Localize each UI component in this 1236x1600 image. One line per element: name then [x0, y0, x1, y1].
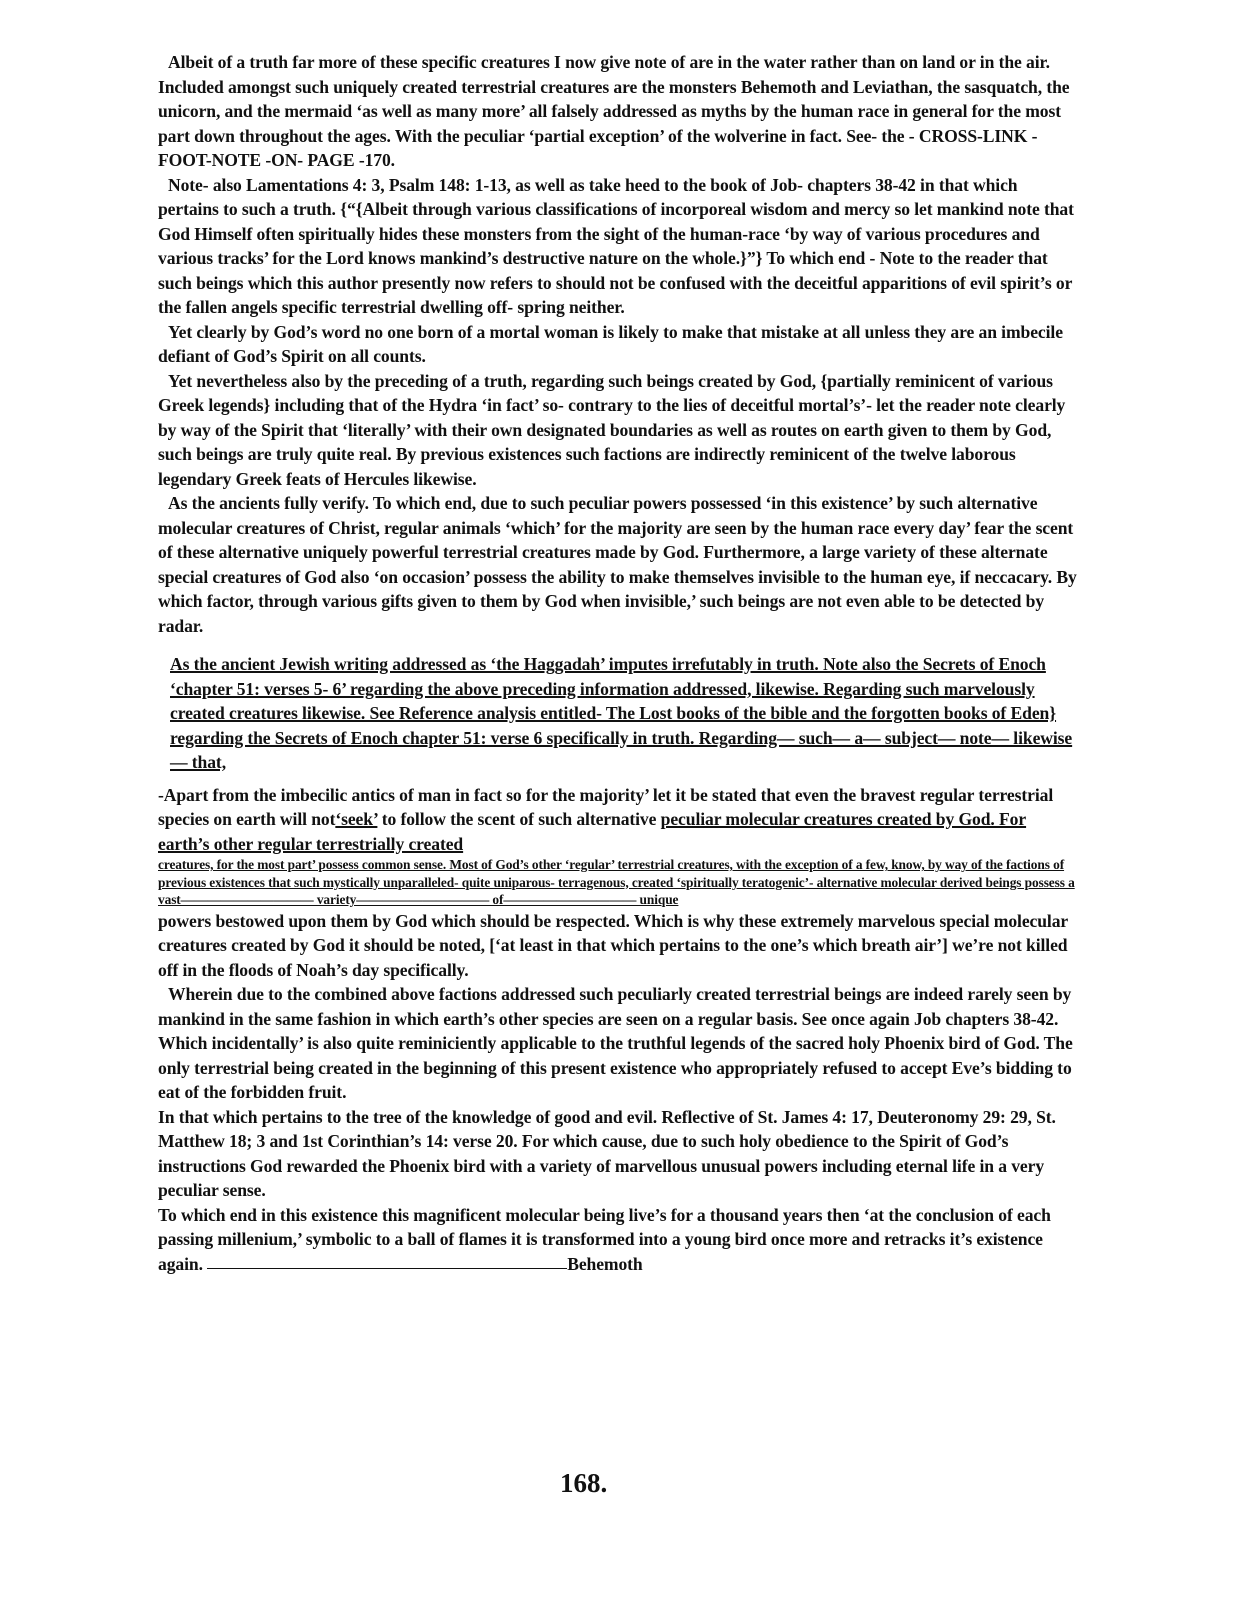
signature: Behemoth [567, 1253, 643, 1274]
paragraph-5: As the ancients fully verify. To which end, due to such peculiar powers possessed ‘in this existence’ by such alternative molecular creatures of Christ, regular animals ‘which’ for the majority are seen by the human race every day’ fear the scent of these alternative uniquely powerful terrestrial creatures made by God. Furthermore, a large variety of these alternate special creatures of God also ‘on occasion’ possess the ability to make themselves invisible to the human eye, if neccacary. By which factor, through various gifts given to them by God when invisible,’ such beings are not even able to be detected by radar. [158, 493, 1077, 636]
page-number: 168. [560, 1468, 608, 1498]
paragraph-end [158, 1203, 1078, 1277]
paragraph-3: Yet clearly by God’s word no one born of a mortal woman is likely to make that mistake at all unless they are an imbecile defiant of God’s Spirit on all counts. [158, 321, 1063, 366]
paragraph-powers: powers bestowed upon them by God which should be respected. Which is why these extremely marvelous special molecular creatures created by God it should be noted, [‘at least in that which pertains to the one’s which breath air’] we’re not killed off in the floods of Noah’s day specifically. [158, 910, 1068, 980]
paragraph-tree: In that which pertains to the tree of the knowledge of good and evil. Reflective of St. James 4: 17, Deuteronomy 29: 29, St. Matthew 18; 3 and 1st Corinthian’s 14: verse 20. For which cause, due to such holy obedience to the Spirit of God’s instructions God rewarded the Phoenix bird with a variety of marvellous unusual powers including eternal life in a very peculiar sense. [158, 1106, 1056, 1200]
paragraph-apart [158, 783, 1078, 857]
paragraph-apart-underlined: peculiar molecular creatures created by God. For earth’s other regular terrestrially created [158, 809, 1027, 854]
paragraph-1: Albeit of a truth far more of these specific creatures I now give note of are in the water rather than on land or in the air. Included amongst such uniquely created terrestrial creatures are the monsters Behemoth and Leviathan, the sasquatch, the unicorn, and the mermaid ‘as well as many more’ all falsely addressed as myths by the human race in general for the most part down throughout the ages. With the peculiar ‘partial exception’ of the wolverine in fact. See- the - CROSS-LINK -FOOT-NOTE -ON- PAGE -170. [158, 52, 1070, 170]
paragraph-end-text: To which end in this existence this magnificent molecular being live’s for a thousand years then ‘at the conclusion of each passing millenium,’ symbolic to a ball of flames it is transformed into a young bird once more and retracks it’s existence again. [158, 1204, 1051, 1274]
paragraph-2: Note- also Lamentations 4: 3, Psalm 148: 1-13, as well as take heed to the book of Job- chapters 38-42 in that which pertains to such a truth. {“{Albeit through various classifications of incorporeal wisdom and mercy so let mankind note that God Himself often spiritually hides these monsters from the sight of the human-race ‘by way of various procedures and various tracks’ for the Lord knows mankind’s destructive nature on the whole.}”} To which end - Note to the reader that such beings which this author presently now refers to should not be confused with the deceitful apparitions of evil spirit’s or the fallen angels specific terrestrial dwelling off- spring neither. [158, 174, 1074, 317]
seek-word: ‘seek’ [335, 809, 378, 829]
document-page [158, 50, 1078, 1276]
small-underlined-block: creatures, for the most part’ possess common sense. Most of God’s other ‘regular’ terrestrial creatures, with the exception of a few, know, by way of the factions of previous existences that such mystically unparalleled- quite uniparous- terragenous, created ‘spiritually teratogenic’- alternative molecular derived beings possess a vast—————————— variety—————————— of—————————— unique [158, 857, 1075, 907]
paragraph-4: Yet nevertheless also by the preceding of a truth, regarding such beings created by God, {partially reminicent of various Greek legends} including that of the Hydra ‘in fact’ so- contrary to the lies of deceitful mortal’s’- let the reader note clearly by way of the Spirit that ‘literally’ with their own designated boundaries as well as routes on earth given to them by God, such beings are truly quite real. By previous existences such factions are indirectly reminicent of the twelve laborous legendary Greek feats of Hercules likewise. [158, 370, 1066, 489]
signature-rule [207, 1262, 567, 1269]
paragraph-apart-text-2: to follow the scent of such alternative [381, 809, 657, 829]
underlined-block: As the ancient Jewish writing addressed as ‘the Haggadah’ imputes irrefutably in truth. Note also the Secrets of Enoch ‘chapter 51: verses 5- 6’ regarding the above preceding information addressed, likewise. Regarding such marvelously created creatures likewise. See Reference analysis entitled- The Lost books of the bible and the forgotten books of Eden} regarding the Secrets of Enoch chapter 51: verse 6 specifically in truth. Regarding— such— a— subject— note— likewise— that, [170, 654, 1073, 772]
paragraph-apart-text-1: -Apart from the imbecilic antics of man in fact so for the majority’ let it be stated that even the bravest regular terrestrial species on earth will not [158, 784, 1054, 829]
paragraph-wherein: Wherein due to the combined above factions addressed such peculiarly created terrestrial beings are indeed rarely seen by mankind in the same fashion in which earth’s other species are seen on a regular basis. See once again Job chapters 38-42. Which incidentally’ is also quite reminiciently applicable to the truthful legends of the sacred holy Phoenix bird of God. The only terrestrial being created in the beginning of this present existence who appropriately refused to accept Eve’s bidding to eat of the forbidden fruit. [158, 984, 1073, 1102]
